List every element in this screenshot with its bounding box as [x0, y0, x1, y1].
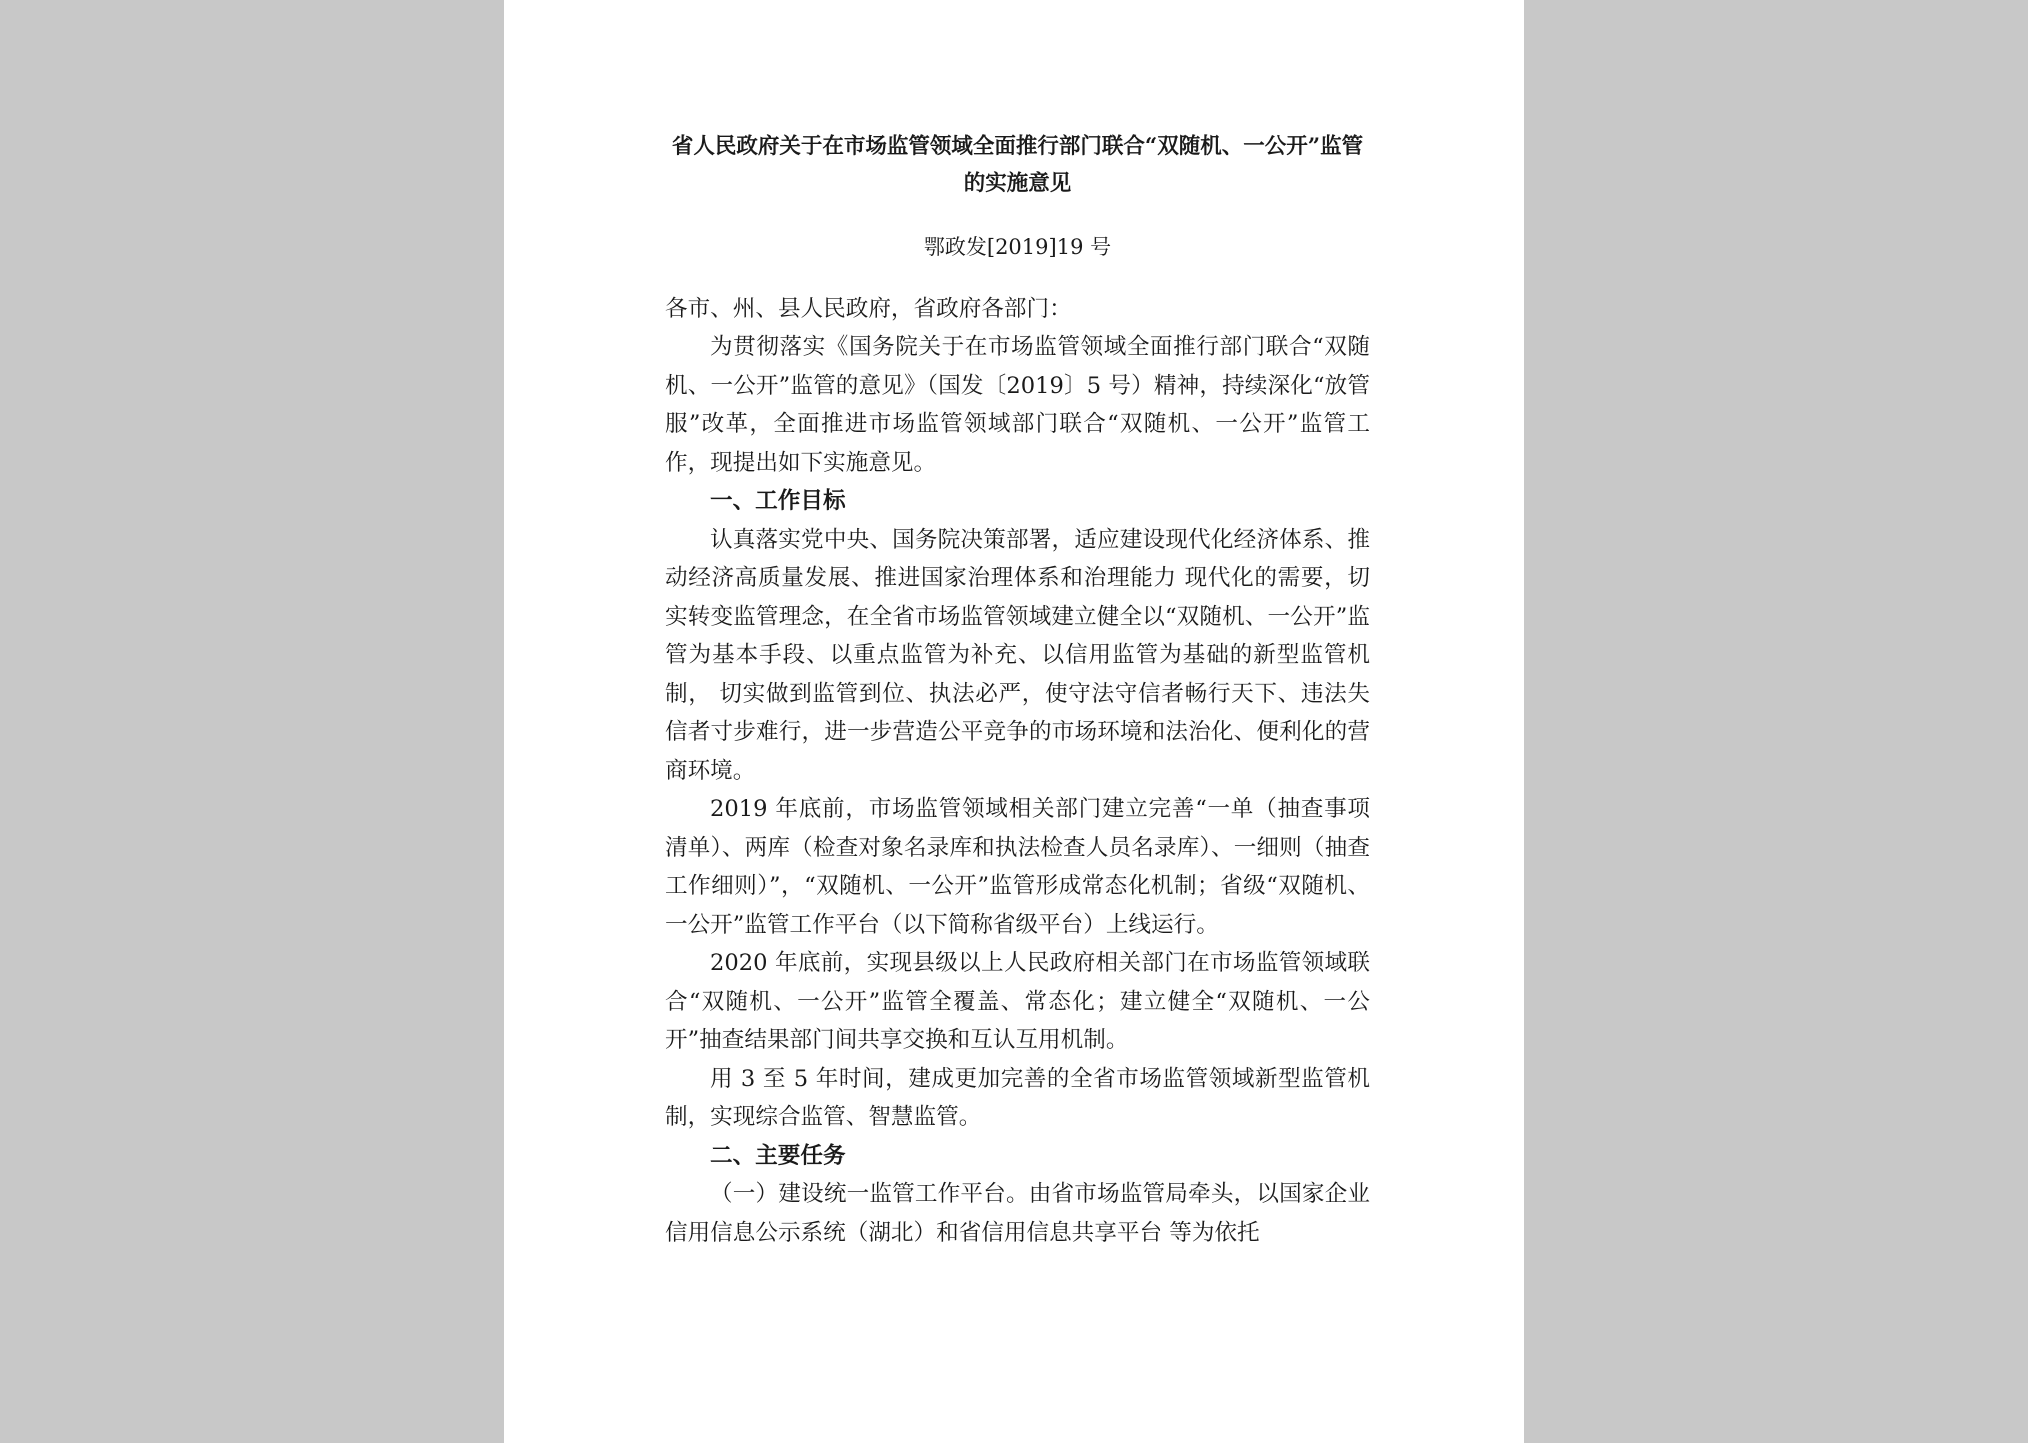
- goals-paragraph-3: 2020 年底前，实现县级以上人民政府相关部门在市场监管领域联合“双随机、一公开”监管全覆盖、常态化；建立健全“双随机、一公开”抽查结果部门间共享交换和互认互用机制。: [665, 950, 1370, 1053]
- intro-paragraph: 为贯彻落实《国务院关于在市场监管领域全面推行部门联合“双随机、一公开”监管的意见》（国发〔2019〕5 号）精神，持续深化“放管服”改革，全面推进市场监管领域部门联合“双随机、一公开”监管工作，现提出如下实施意见。: [665, 334, 1370, 476]
- section-heading-goals: 一、工作目标: [710, 488, 846, 514]
- addressee: 各市、州、县人民政府，省政府各部门：: [665, 296, 1072, 322]
- document-page: [504, 0, 1524, 1443]
- goals-paragraph-4: 用 3 至 5 年时间，建成更加完善的全省市场监管领域新型监管机制，实现综合监管、智慧监管。: [665, 1065, 1370, 1130]
- document-title: 省人民政府关于在市场监管领域全面推行部门联合“双随机、一公开”监管的实施意见: [671, 134, 1364, 196]
- document-content: [665, 128, 1370, 1252]
- document-number: 鄂政发[2019]19 号: [923, 235, 1112, 259]
- tasks-paragraph-1: （一）建设统一监管工作平台。由省市场监管局牵头，以国家企业信用信息公示系统（湖北）和省信用信息共享平台 等为依托: [665, 1181, 1370, 1246]
- goals-paragraph-2: 2019 年底前，市场监管领域相关部门建立完善“一单（抽查事项清单）、两库（检查对象名录库和执法检查人员名录库）、一细则（抽查工作细则）”，“双随机、一公开”监管形成常态化机制；省级“双随机、一公开”监管工作平台（以下简称省级平台）上线运行。: [665, 796, 1370, 938]
- section-heading-tasks: 二、主要任务: [710, 1142, 846, 1169]
- goals-paragraph-1: 认真落实党中央、国务院决策部署，适应建设现代化经济体系、推动经济高质量发展、推进国家治理体系和治理能力 现代化的需要，切实转变监管理念，在全省市场监管领域建立健全以“双随机、一公开”监管为基本手段、以重点监管为补充、以信用监管为基础的新型监管机制， 切实做到监管到位、执法必严，使守法守信者畅行天下、违法失信者寸步难行，进一步营造公平竞争的市场环境和法治化、便利化的营商环境。: [665, 526, 1370, 784]
